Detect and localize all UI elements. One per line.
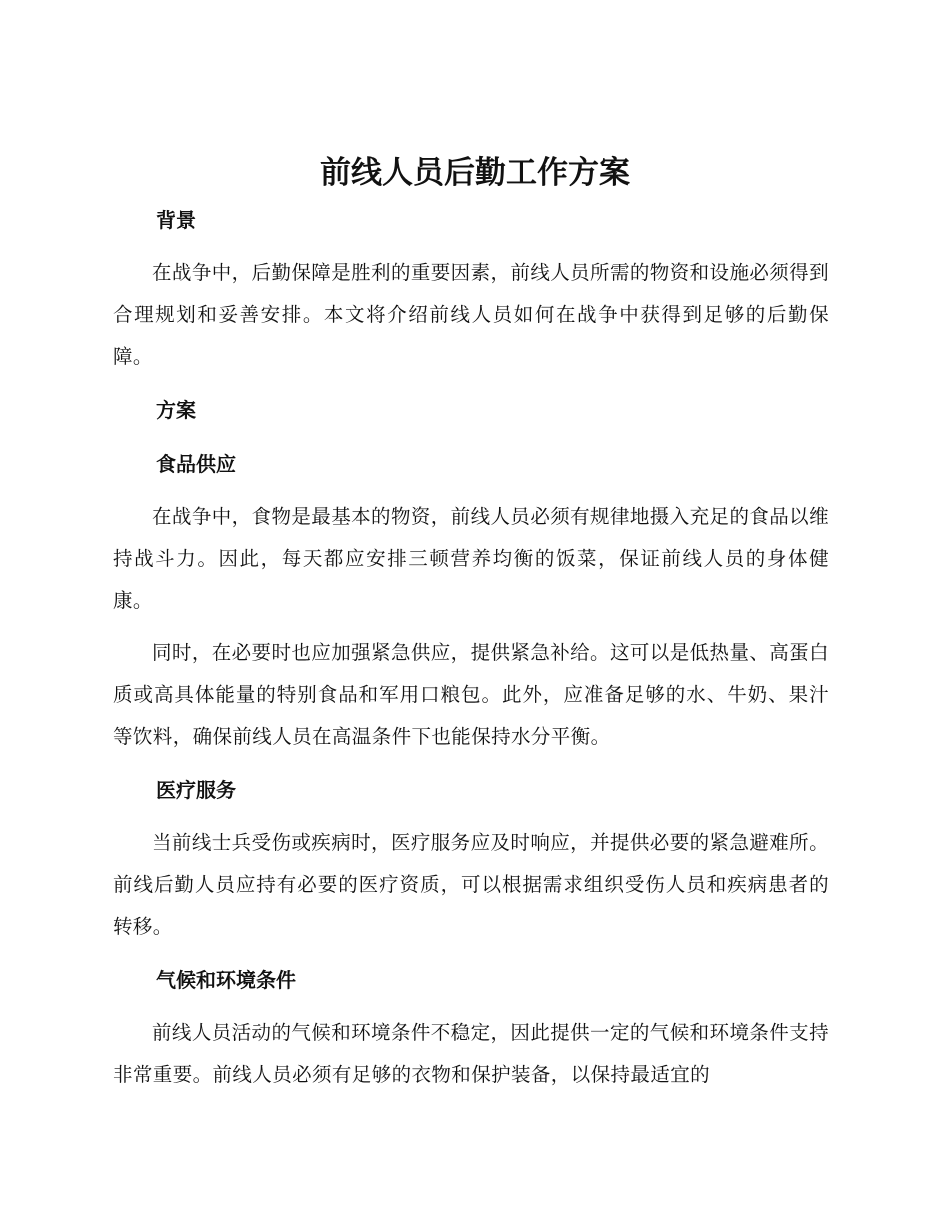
paragraph-food-1: 在战争中，食物是最基本的物资，前线人员必须有规律地摄入充足的食品以维持战斗力。因此，每天都应安排三顿营养均衡的饭菜，保证前线人员的身体健康。 <box>113 505 829 612</box>
paragraph-background: 在战争中，后勤保障是胜利的重要因素，前线人员所需的物资和设施必须得到合理规划和妥善安排。本文将介绍前线人员如何在战争中获得到足够的后勤保障。 <box>113 261 829 368</box>
paragraph-food-2: 同时，在必要时也应加强紧急供应，提供紧急补给。这可以是低热量、高蛋白质或高具体能量的特别食品和军用口粮包。此外，应准备足够的水、牛奶、果汁等饮料，确保前线人员在高温条件下也能保持水分平衡。 <box>113 641 829 748</box>
document-title: 前线人员后勤工作方案 <box>320 155 630 191</box>
paragraph-climate: 前线人员活动的气候和环境条件不稳定，因此提供一定的气候和环境条件支持非常重要。前线人员必须有足够的衣物和保护装备，以保持最适宜的 <box>113 1021 829 1086</box>
section-heading-background: 背景 <box>156 208 196 232</box>
document-body <box>113 198 829 1096</box>
section-heading-climate: 气候和环境条件 <box>156 968 296 992</box>
section-heading-medical: 医疗服务 <box>156 778 236 802</box>
section-heading-plan: 方案 <box>156 398 196 422</box>
paragraph-medical: 当前线士兵受伤或疾病时，医疗服务应及时响应，并提供必要的紧急避难所。前线后勤人员应持有必要的医疗资质，可以根据需求组织受伤人员和疾病患者的转移。 <box>113 831 829 938</box>
section-heading-food: 食品供应 <box>156 452 236 476</box>
